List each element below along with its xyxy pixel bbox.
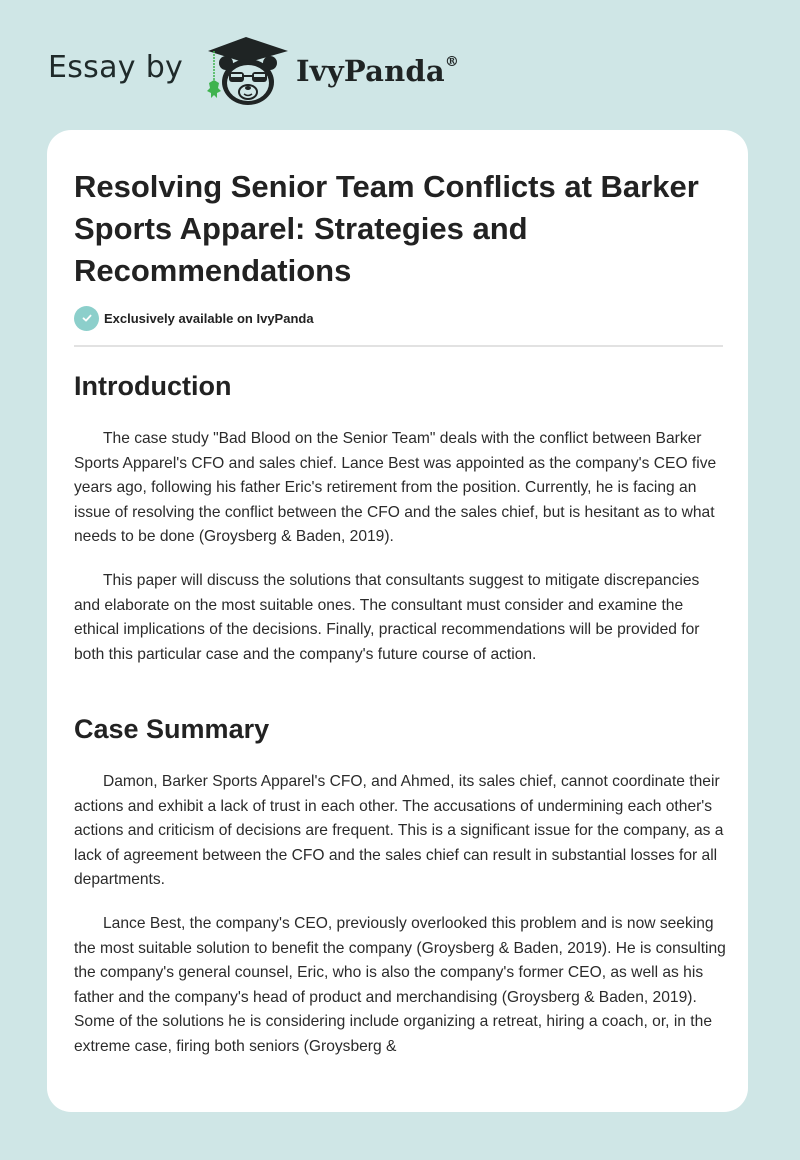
exclusive-label: Exclusively available on IvyPanda [104, 310, 314, 326]
title-divider [74, 345, 723, 347]
brand-name: IvyPanda [296, 54, 445, 88]
essay-card [47, 130, 748, 1112]
essay-by-label: Essay by [48, 50, 184, 85]
paragraph: This paper will discuss the solutions that consultants suggest to mitigate discrepancies and elaborate on the most suitable ones. The consultant must consider and examine the ethical implications of the decisions. Finally, practical recommendations will be provided for both this particular case and the company's future course of action. [74, 572, 700, 663]
section-heading-introduction: Introduction [74, 371, 232, 401]
exclusive-badge [74, 305, 314, 331]
panda-graduation-cap-icon[interactable] [200, 36, 292, 108]
check-circle-icon [74, 306, 99, 331]
brand-logo-text[interactable] [296, 54, 459, 88]
paragraph: Lance Best, the company's CEO, previously overlooked this problem and is now seeking the most suitable solution to benefit the company (Groysberg & Baden, 2019). He is consulting the company's general counsel, Eric, who is also the company's former CEO, as well as his father and the company's head of product and merchandising (Groysberg & Baden, 2019). Some of the solutions he is considering include organizing a retreat, hiring a coach, or, in the extreme case, firing both seniors (Groysberg & [74, 915, 726, 1055]
site-header [0, 0, 800, 130]
paragraph: Damon, Barker Sports Apparel's CFO, and Ahmed, its sales chief, cannot coordinate their actions and exhibit a lack of trust in each other. The accusations of undermining each other's actions and criticism of decisions are frequent. This is a significant issue for the company, as a lack of agreement between the CFO and the sales chief can result in substantial losses for all departments. [74, 773, 724, 889]
section-heading-case-summary: Case Summary [74, 714, 270, 744]
registered-mark: ® [444, 54, 460, 71]
paragraph: The case study "Bad Blood on the Senior Team" deals with the conflict between Barker Sports Apparel's CFO and sales chief. Lance Best was appointed as the company's CEO five years ago, following his father Eric's retirement from the position. Currently, he is facing an issue of resolving the conflict between the CFO and the sales chief, but is hesitant as to what needs to be done (Groysberg & Baden, 2019). [74, 430, 717, 546]
essay-title: Resolving Senior Team Conflicts at Barker Sports Apparel: Strategies and Recommendations [74, 169, 699, 288]
